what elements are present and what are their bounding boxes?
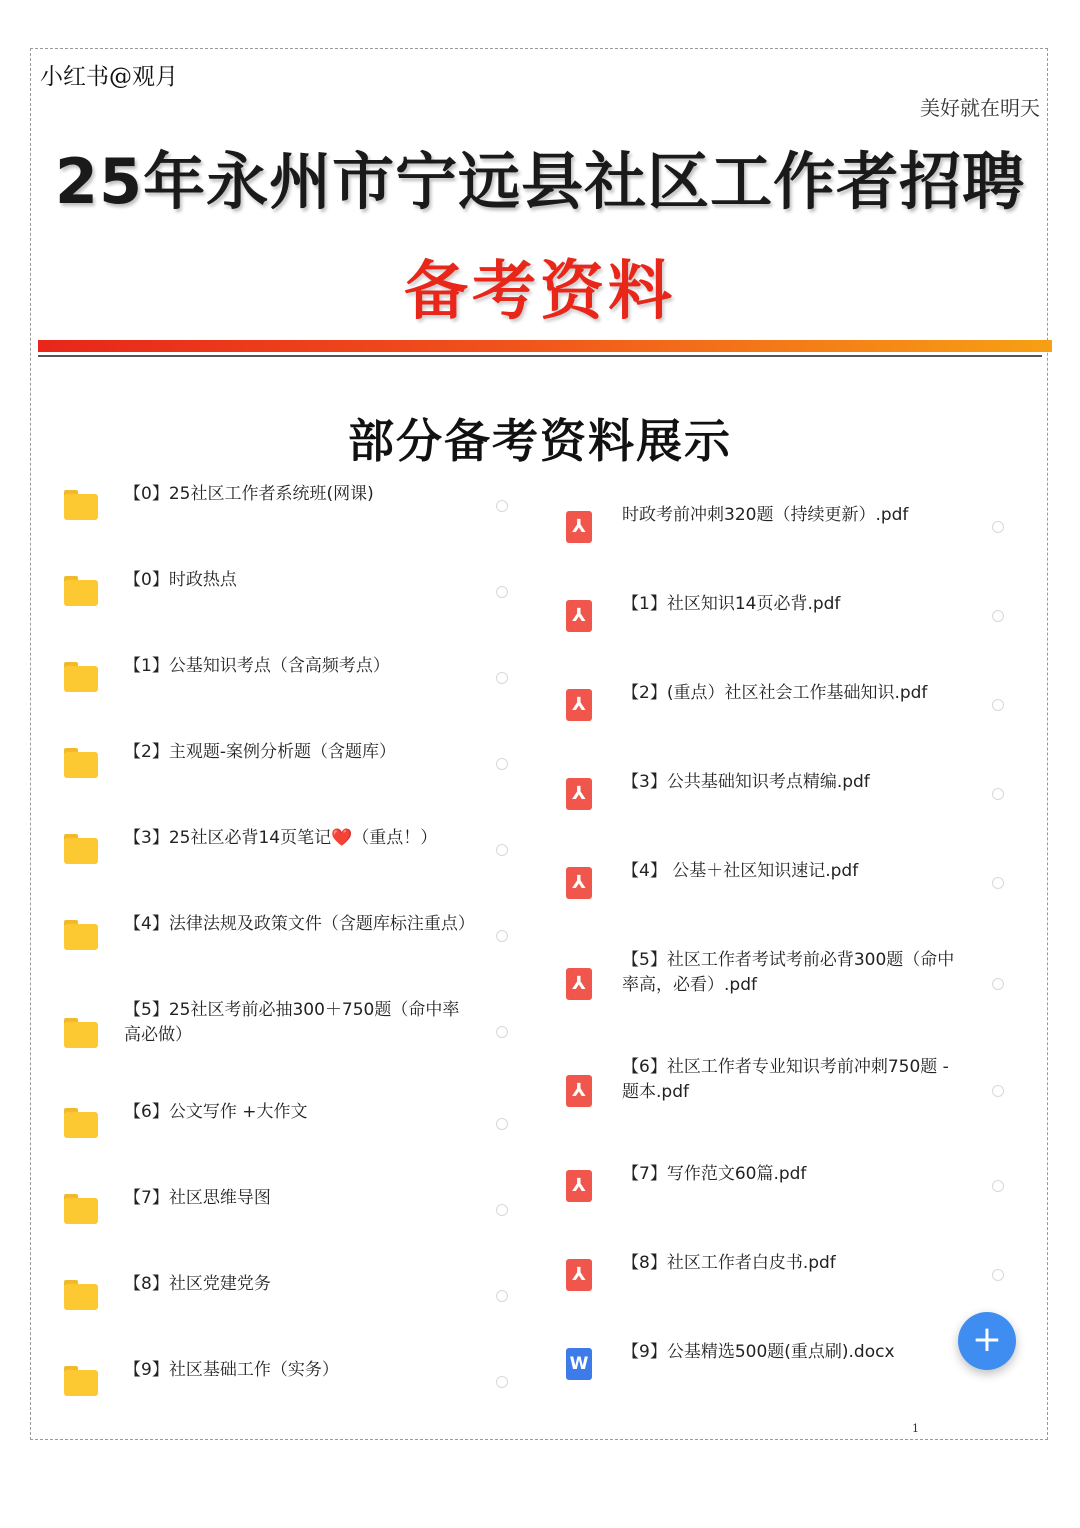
select-radio[interactable] [496,672,508,684]
pdf-icon: ⅄ [566,1259,592,1291]
item-label: 【5】25社区考前必抽300＋750题（命中率高必做） [124,1000,460,1045]
pdf-icon: ⅄ [566,600,592,632]
folder-icon [64,1018,98,1048]
select-radio[interactable] [992,699,1004,711]
folder-icon [64,1366,98,1396]
item-label: 【8】社区工作者白皮书.pdf [622,1253,836,1273]
item-label: 【1】公基知识考点（含高频考点） [124,656,390,676]
select-radio[interactable] [992,1269,1004,1281]
select-radio[interactable] [992,1180,1004,1192]
pdf-icon: ⅄ [566,778,592,810]
item-label: 【9】社区基础工作（实务） [124,1360,339,1380]
item-label: 【0】25社区工作者系统班(网课) [124,484,374,504]
pdf-icon: ⅄ [566,689,592,721]
item-label: 【4】 公基＋社区知识速记.pdf [622,861,859,881]
pdf-icon: ⅄ [566,1170,592,1202]
item-label: 【8】社区党建党务 [124,1274,271,1294]
item-label: 【4】法律法规及政策文件（含题库标注重点） [124,914,475,934]
select-radio[interactable] [496,1376,508,1388]
item-label: 时政考前冲刺320题（持续更新）.pdf [622,505,909,525]
select-radio[interactable] [496,586,508,598]
item-label: 【0】时政热点 [124,570,237,590]
pdf-icon: ⅄ [566,1075,592,1107]
folder-icon [64,576,98,606]
item-label: 【3】公共基础知识考点精编.pdf [622,772,870,792]
folder-icon [64,1108,98,1138]
item-label: 【6】社区工作者专业知识考前冲刺750题 - 题本.pdf [622,1057,949,1102]
tagline-right: 美好就在明天 [920,96,1040,120]
divider-line [38,355,1042,357]
select-radio[interactable] [992,610,1004,622]
select-radio[interactable] [496,1290,508,1302]
item-label: 【7】社区思维导图 [124,1188,271,1208]
select-radio[interactable] [992,978,1004,990]
select-radio[interactable] [496,500,508,512]
folder-icon [64,920,98,950]
select-radio[interactable] [496,1026,508,1038]
select-radio[interactable] [992,788,1004,800]
select-radio[interactable] [992,1085,1004,1097]
folder-icon [64,748,98,778]
select-radio[interactable] [992,877,1004,889]
add-fab-button[interactable]: + [958,1312,1016,1370]
select-radio[interactable] [992,521,1004,533]
folder-icon [64,1194,98,1224]
select-radio[interactable] [496,1118,508,1130]
gradient-divider [38,340,1052,352]
sub-title: 备考资料 [404,255,676,329]
item-label: 【2】(重点）社区社会工作基础知识.pdf [622,683,928,703]
item-label: 【9】公基精选500题(重点刷).docx [622,1342,895,1362]
main-title: 25年永州市宁远县社区工作者招聘 [54,145,1026,218]
pdf-icon: ⅄ [566,968,592,1000]
item-label: 【1】社区知识14页必背.pdf [622,594,841,614]
item-label: 【5】社区工作者考试考前必背300题（命中率高，必看）.pdf [622,950,955,995]
section-title: 部分备考资料展示 [348,414,732,468]
folder-icon [64,490,98,520]
folder-icon [64,834,98,864]
select-radio[interactable] [496,844,508,856]
watermark-left: 小红书@观月 [40,64,178,90]
item-label: 【2】主观题-案例分析题（含题库） [124,742,396,762]
select-radio[interactable] [496,930,508,942]
item-label: 【7】写作范文60篇.pdf [622,1164,807,1184]
item-label: 【6】公文写作 +大作文 [124,1102,308,1122]
select-radio[interactable] [496,758,508,770]
docx-icon: W [566,1348,592,1380]
folder-icon [64,662,98,692]
item-label: 【3】25社区必背14页笔记❤️（重点！） [124,828,438,848]
select-radio[interactable] [496,1204,508,1216]
page-number: 1 [912,1422,919,1435]
pdf-icon: ⅄ [566,867,592,899]
folder-icon [64,1280,98,1310]
pdf-icon: ⅄ [566,511,592,543]
